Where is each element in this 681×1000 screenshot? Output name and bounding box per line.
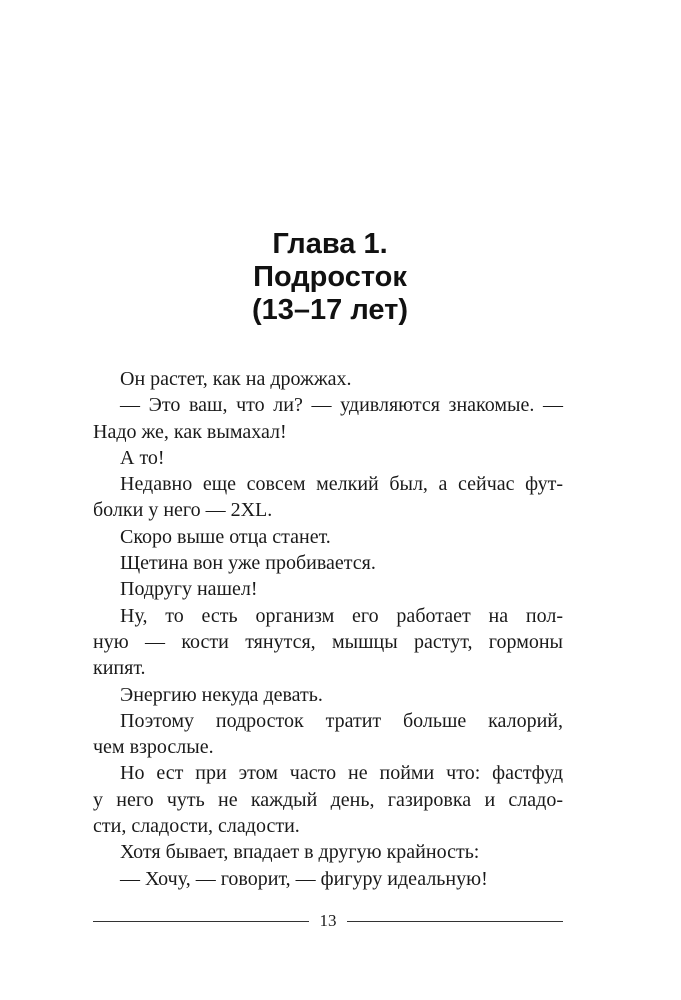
chapter-text bbox=[93, 366, 563, 892]
chapter-number: Глава 1. bbox=[272, 228, 388, 260]
page-footer bbox=[93, 906, 563, 936]
text-line: — Хочу, — говорит, — фигуру идеальную! bbox=[120, 867, 488, 890]
footer-rule-right bbox=[347, 921, 563, 922]
chapter-age-range: (13–17 лет) bbox=[251, 294, 408, 326]
text-line: Энергию некуда девать. bbox=[120, 683, 323, 706]
page-number: 13 bbox=[319, 911, 337, 930]
text-line: Он растет, как на дрожжах. bbox=[120, 368, 352, 390]
text-line: Скоро выше отца станет. bbox=[120, 525, 331, 548]
text-line: Подругу нашел! bbox=[120, 578, 258, 601]
text-line: ную — кости тянутся, мышцы растут, гормоны bbox=[93, 630, 563, 653]
chapter-title: Подросток bbox=[253, 261, 407, 293]
text-line: Щетина вон уже пробивается. bbox=[120, 552, 376, 575]
text-line: Недавно еще совсем мелкий был, а сейчас фут- bbox=[120, 473, 563, 496]
text-line: — Это ваш, что ли? — удивляются знакомые. — bbox=[120, 394, 563, 417]
text-line: кипят. bbox=[93, 657, 146, 680]
text-line: Но ест при этом часто не пойми что: фастфуд bbox=[120, 762, 563, 785]
text-line: Надо же, как вымахал! bbox=[93, 420, 287, 443]
text-line: у него чуть не каждый день, газировка и сладо- bbox=[93, 788, 563, 811]
text-line: болки у него — 2XL. bbox=[93, 499, 273, 522]
text-line: чем взрослые. bbox=[93, 736, 214, 759]
chapter-heading bbox=[0, 228, 660, 327]
footer-rule-left bbox=[93, 921, 309, 922]
text-line: А то! bbox=[120, 446, 165, 469]
text-line: Ну, то есть организм его работает на пол- bbox=[120, 604, 563, 627]
text-line: сти, сладости, сладости. bbox=[93, 815, 300, 838]
text-line: Поэтому подросток тратит больше калорий, bbox=[120, 709, 563, 732]
text-line: Хотя бывает, впадает в другую крайность: bbox=[120, 841, 480, 864]
